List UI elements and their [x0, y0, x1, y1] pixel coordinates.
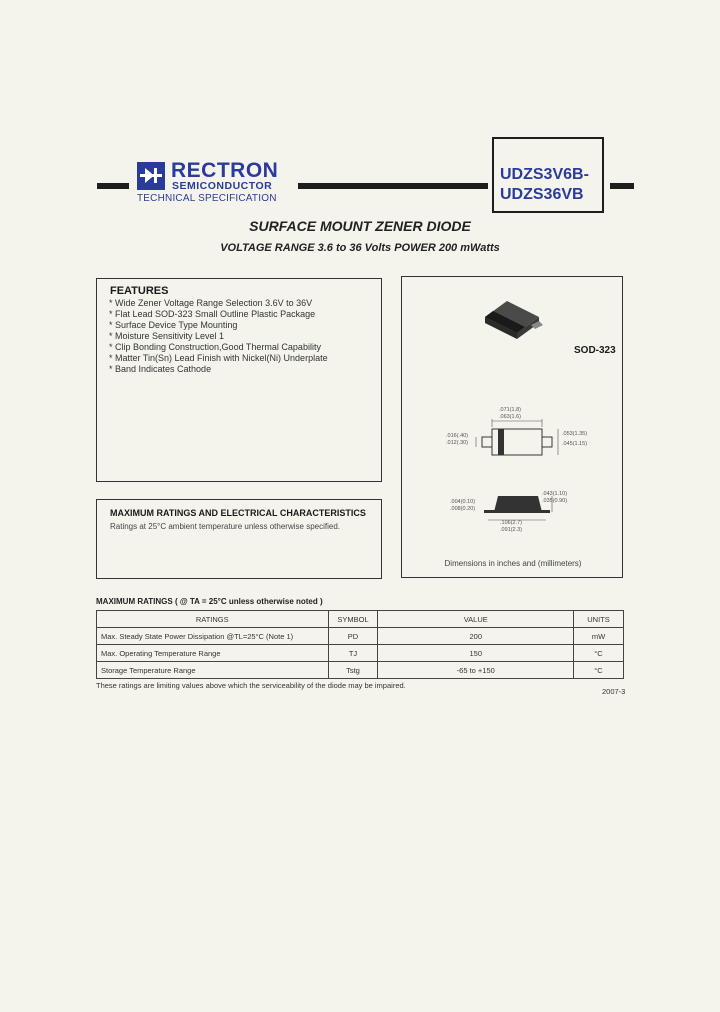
feature-item: * Matter Tin(Sn) Lead Finish with Nickel(Ni) Underplate — [109, 353, 328, 363]
table-cell: Tstg — [328, 662, 378, 679]
table-row — [97, 628, 624, 645]
rectron-logo-icon — [137, 162, 165, 190]
ratings-box — [96, 499, 382, 579]
page-subtitle: VOLTAGE RANGE 3.6 to 36 Volts POWER 200 mWatts — [220, 242, 500, 254]
table-header: UNITS — [574, 611, 624, 628]
table-caption: MAXIMUM RATINGS ( @ TA = 25°C unless otherwise noted ) — [96, 597, 323, 606]
dim-lead-left: .016(.40) — [446, 433, 469, 439]
dim-overall-min: .091(2.3) — [500, 527, 523, 533]
features-box — [96, 278, 382, 482]
part-number-line2: UDZS36VB — [500, 186, 584, 203]
table-header: SYMBOL — [328, 611, 378, 628]
dim-body-height-min: .045(1.15) — [562, 441, 588, 447]
part-number-box — [492, 137, 604, 213]
feature-item: * Band Indicates Cathode — [109, 364, 212, 374]
document-date: 2007-3 — [602, 687, 626, 696]
table-cell: Max. Steady State Power Dissipation @TL=25°C (Note 1) — [97, 628, 329, 645]
header-rule-left — [97, 183, 129, 189]
dim-body-height: .053(1.35) — [562, 431, 588, 437]
dim-lead-left-min: .012(.30) — [446, 440, 469, 446]
table-header: VALUE — [378, 611, 574, 628]
table-cell: Storage Temperature Range — [97, 662, 329, 679]
document-type: TECHNICAL SPECIFICATION — [137, 193, 277, 204]
company-name: RECTRON — [171, 159, 279, 182]
header-rule-right — [610, 183, 634, 189]
dim-side-lead: .004(0.10) — [450, 499, 476, 505]
package-3d-illustration — [477, 291, 547, 347]
table-cell: °C — [574, 645, 624, 662]
package-name: SOD-323 — [574, 345, 616, 356]
ratings-note: Ratings at 25°C ambient temperature unless otherwise specified. — [110, 522, 340, 531]
dim-top-width-min: .063(1.6) — [499, 414, 522, 420]
dimension-note: Dimensions in inches and (millimeters) — [444, 559, 582, 568]
package-box — [401, 276, 623, 578]
feature-item: * Clip Bonding Construction,Good Thermal Capability — [109, 342, 321, 352]
feature-item: * Moisture Sensitivity Level 1 — [109, 331, 225, 341]
feature-item: * Wide Zener Voltage Range Selection 3.6V to 36V — [109, 298, 313, 308]
features-heading: FEATURES — [110, 285, 169, 297]
feature-item: * Flat Lead SOD-323 Small Outline Plastic Package — [109, 309, 316, 319]
table-footnote: These ratings are limiting values above which the serviceability of the diode may be impaired. — [96, 681, 406, 690]
max-ratings-table — [96, 610, 624, 679]
table-cell: 200 — [378, 628, 574, 645]
table-cell: PD — [328, 628, 378, 645]
ratings-heading: MAXIMUM RATINGS AND ELECTRICAL CHARACTERISTICS — [110, 508, 366, 518]
table-header: RATINGS — [97, 611, 329, 628]
dim-top-width: .071(1.8) — [499, 407, 522, 413]
company-division: SEMICONDUCTOR — [172, 180, 273, 192]
table-cell: -65 to +150 — [378, 662, 574, 679]
header-rule-middle — [298, 183, 488, 189]
table-cell: mW — [574, 628, 624, 645]
table-row — [97, 662, 624, 679]
table-cell: °C — [574, 662, 624, 679]
part-number-line1: UDZS3V6B- — [500, 166, 589, 183]
table-cell: Max. Operating Temperature Range — [97, 645, 329, 662]
page-title: SURFACE MOUNT ZENER DIODE — [249, 218, 471, 234]
table-cell: TJ — [328, 645, 378, 662]
table-header-row — [97, 611, 624, 628]
dim-side-lead-max: .008(0.20) — [450, 506, 476, 512]
dim-side-height-min: .035(0.90) — [542, 498, 568, 504]
feature-item: * Surface Device Type Mounting — [109, 320, 238, 330]
dim-side-height: .043(1.10) — [542, 491, 568, 497]
table-row — [97, 645, 624, 662]
table-cell: 150 — [378, 645, 574, 662]
dim-overall: .106(2.7) — [500, 520, 523, 526]
